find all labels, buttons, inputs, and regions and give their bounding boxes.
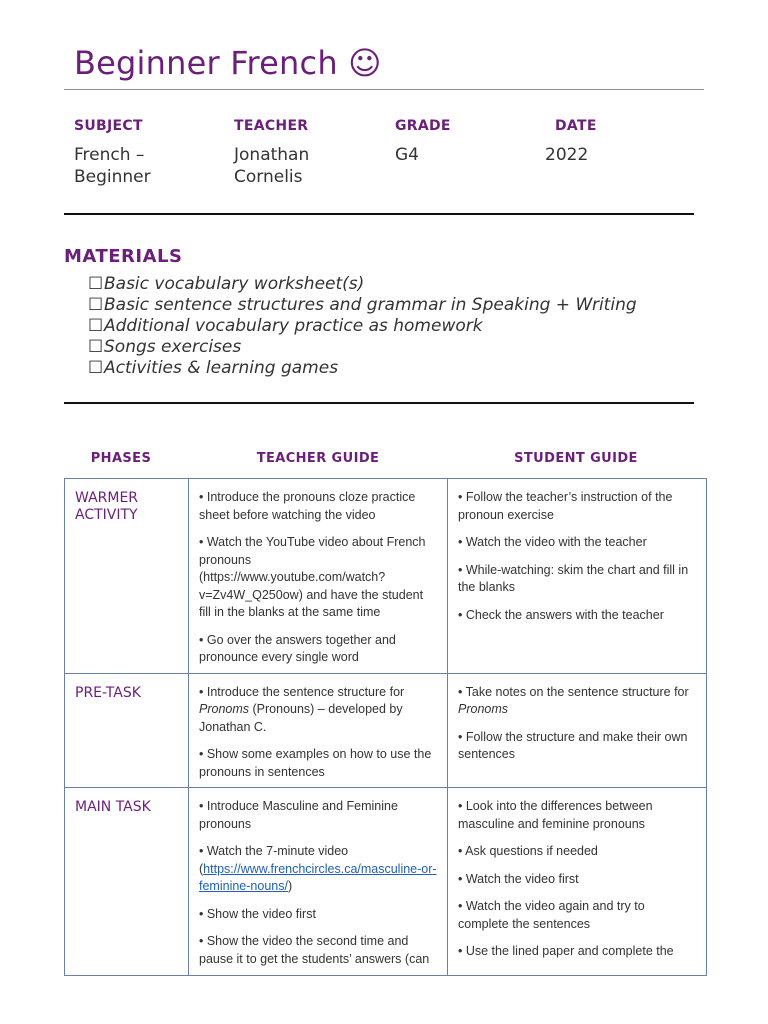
teacher-step [199,684,437,737]
column-header-teacher-guide: TEACHER GUIDE [256,451,380,466]
cell-content [199,798,437,968]
teacher-step-text: ) [287,879,293,893]
student-step: • Look into the differences between masculine and feminine pronouns [458,799,653,831]
teacher-step: • Show some examples on how to use the pronouns in sentences [199,747,432,779]
teacher-step [199,843,437,896]
page-title: Beginner French ☺ [74,44,382,82]
teacher-guide-cell [189,479,448,674]
teacher-guide-cell [189,673,448,788]
grade-label: GRADE [395,118,451,134]
term-pronoms: Pronoms [458,702,509,716]
student-step: • While-watching: skim the chart and fill in the blanks [458,562,689,594]
list-item [88,316,637,337]
teacher-value: Jonathan Cornelis [234,145,310,187]
phase-label: WARMER ACTIVITY [75,490,139,523]
date-value: 2022 [545,145,589,165]
student-step: • Watch the video first [458,871,579,886]
student-step: • Check the answers with the teacher [458,607,664,622]
student-step: • Use the lined paper and complete the [458,944,674,958]
table-row [65,788,707,976]
column-header-phases: PHASES [90,451,152,466]
materials-item-text: Basic vocabulary worksheet(s) [104,274,365,294]
phase-label: PRE-TASK [75,684,141,701]
section-divider [64,213,694,215]
column-header-student-guide: STUDENT GUIDE [514,451,638,466]
date-label: DATE [555,118,597,134]
phase-cell [65,479,189,674]
teacher-step: • Introduce the pronouns cloze practice sheet before watching the video [199,490,416,522]
checkbox-icon: ☐ [88,358,104,378]
teacher-step: • Show the video first [199,906,316,921]
materials-heading: MATERIALS [64,246,183,267]
list-item [88,295,637,316]
materials-item-text: Activities & learning games [104,358,339,378]
phase-label: MAIN TASK [75,799,151,815]
checkbox-icon: ☐ [88,337,104,357]
student-step: • Ask questions if needed [458,844,598,858]
materials-item-text: Basic sentence structures and grammar in Speaking + Writing [104,295,637,315]
teacher-step: • Show the video the second time and pause it to get the students’ answers (can [199,934,430,966]
cell-content [458,798,696,968]
teacher-label: TEACHER [234,118,309,134]
lesson-plan-table [64,478,707,976]
student-step: • Watch the video with the teacher [458,535,647,549]
checkbox-icon: ☐ [88,274,104,294]
checkbox-icon: ☐ [88,295,104,315]
section-divider [64,402,694,404]
teacher-step: • Go over the answers together and pronounce every single word [199,632,396,664]
student-step-text: • Take notes on the sentence structure for [458,684,689,699]
phase-cell [65,673,189,788]
video-link[interactable]: https://www.frenchcircles.ca/masculine-or-feminine-nouns/ [199,861,437,893]
student-step [458,684,696,719]
table-row [65,479,707,674]
teacher-step: • Watch the YouTube video about French pronouns (https://www.youtube.com/watch?v=Zv4W_Q250ow) and have the student fill in the blanks at the same time [199,535,426,619]
subject-label: SUBJECT [74,118,143,134]
materials-list [88,274,637,379]
title-divider [64,89,704,90]
grade-value: G4 [395,145,419,165]
table-row [65,673,707,788]
teacher-step-text: (Pronouns) – developed by Jonathan C. [199,702,403,734]
student-guide-cell [448,788,707,976]
phase-cell [65,788,189,976]
teacher-step-text: • Watch the 7-minute video ( [199,844,349,876]
teacher-step: • Introduce Masculine and Feminine pronouns [199,799,398,831]
materials-item-text: Songs exercises [104,337,242,357]
materials-item-text: Additional vocabulary practice as homework [104,316,483,336]
student-step: • Watch the video again and try to complete the sentences [458,899,645,931]
student-guide-cell [448,479,707,674]
term-pronoms: Pronoms [199,702,250,716]
student-step: • Follow the structure and make their own sentences [458,729,688,761]
student-guide-cell [448,673,707,788]
list-item [88,337,637,358]
student-step: • Follow the teacher’s instruction of the pronoun exercise [458,490,673,522]
list-item [88,274,637,295]
subject-value: French – Beginner [74,145,151,187]
checkbox-icon: ☐ [88,316,104,336]
list-item [88,358,637,379]
teacher-step-text: • Introduce the sentence structure for [199,684,405,699]
teacher-guide-cell [189,788,448,976]
